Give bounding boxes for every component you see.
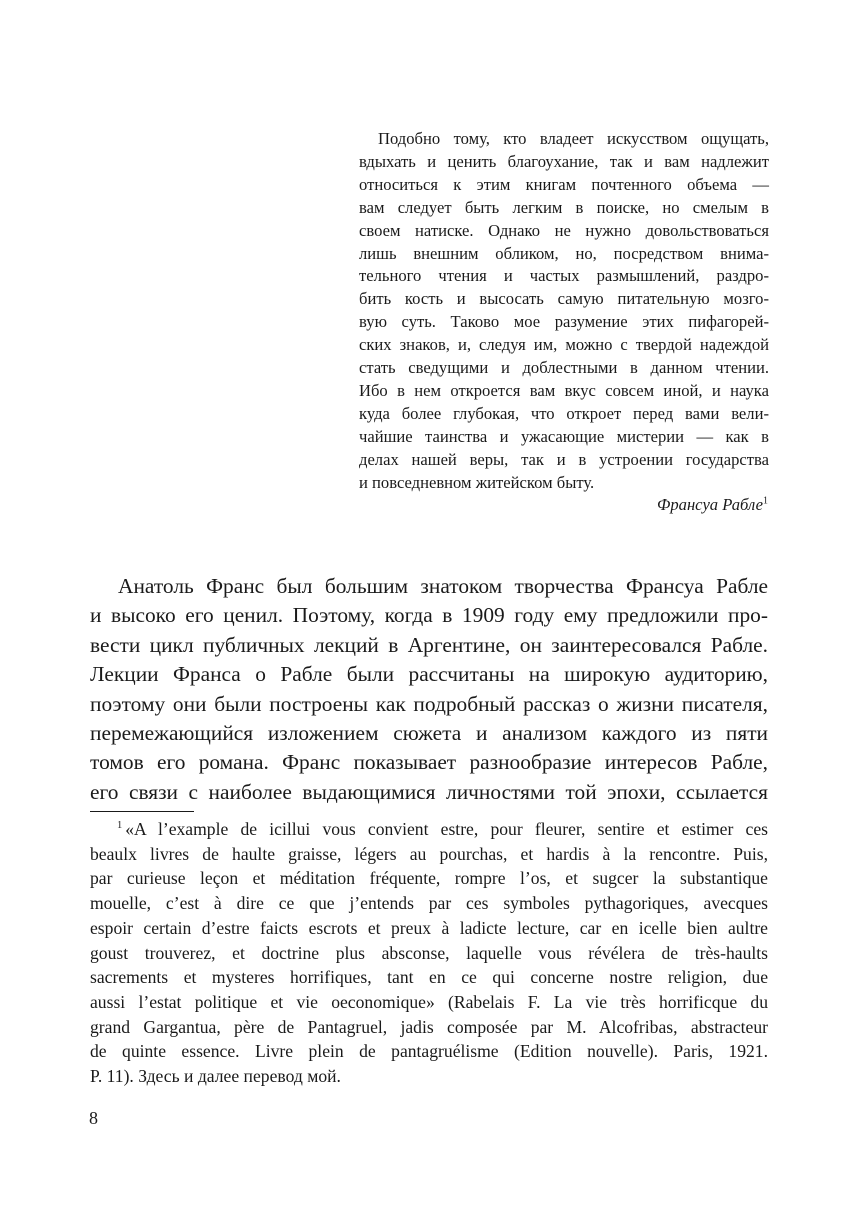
- footnote-line: [90, 817, 768, 842]
- footnote-line: goust trouverez, et doctrine plus absconse, laquelle vous révélera de très-haults: [90, 942, 768, 963]
- epigraph-line: тельного чтения и частых размышлений, раздро-: [359, 266, 769, 286]
- epigraph-line: куда более глубокая, что откроет перед вами вели-: [359, 403, 769, 423]
- footnote-line: par curieuse leçon et méditation fréquente, rompre l’os, et sugcer la substantique: [90, 868, 768, 889]
- epigraph-line: ских знаков, и, следуя им, можно с твердой надеждой: [359, 335, 769, 355]
- epigraph-line: вам следует быть легким в поиске, но смелым в: [359, 197, 769, 217]
- footnote-line: sacrements et mysteres horrifiques, tant en ce qui concerne nostre religion, due: [90, 967, 768, 988]
- footnote-line: beaulx livres de haulte graisse, légers au pourchas, et hardis à la rencontre. Puis,: [90, 843, 768, 864]
- epigraph: [359, 128, 769, 495]
- epigraph-line: стать сведущими и доблестными в данном чтении.: [359, 358, 769, 378]
- epigraph-line: Подобно тому, кто владеет искусством ощущать,: [378, 129, 769, 148]
- footnote: [90, 817, 768, 1089]
- epigraph-line: вдыхать и ценить благоухание, так и вам надлежит: [359, 151, 769, 171]
- footnote-line: aussi l’estat politique et vie oeconomique» (Rabelais F. La vie très horrificque du: [90, 991, 768, 1012]
- paragraph-line: вести цикл публичных лекций в Аргентине, он заинтересовался Рабле.: [90, 632, 768, 657]
- footnote-reference[interactable]: 1: [763, 495, 768, 507]
- epigraph-author: [657, 494, 768, 516]
- epigraph-line: бить кость и высосать самую питательную мозго-: [359, 289, 769, 309]
- epigraph-line: лишь внешним обликом, но, посредством внима-: [359, 243, 769, 263]
- footnote-divider: [90, 811, 194, 812]
- footnote-line: mouelle, c’est à dire ce que j’entends par ces symboles pythagoriques, avecques: [90, 893, 768, 914]
- epigraph-line: вую суть. Таково мое разумение этих пифагорей-: [359, 312, 769, 332]
- paragraph-line: его связи с наиболее выдающимися личностями той эпохи, ссылается: [90, 779, 768, 804]
- footnote-line-text: «A l’example de icillui vous convient estre, pour fleurer, sentire et estimer ces: [125, 819, 768, 839]
- epigraph-line: относиться к этим книгам почтенного объема —: [359, 174, 769, 194]
- footnote-line: grand Gargantua, père de Pantagruel, jadis composée par M. Alcofribas, abstracteur: [90, 1016, 768, 1037]
- paragraph-line: томов его романа. Франс показывает разнообразие интересов Рабле,: [90, 750, 768, 775]
- epigraph-author-name: Франсуа Рабле: [657, 495, 763, 514]
- page-number: 8: [89, 1108, 98, 1128]
- epigraph-line: Ибо в нем откроется вам вкус совсем иной, и наука: [359, 380, 769, 400]
- epigraph-line: своем натиске. Однако не нужно довольствоваться: [359, 220, 769, 240]
- footnote-line: de quinte essence. Livre plein de pantagruélisme (Edition nouvelle). Paris, 1921.: [90, 1041, 768, 1062]
- paragraph-line: поэтому они были построены как подробный рассказ о жизни писателя,: [90, 691, 768, 716]
- paragraph-line: перемежающийся изложением сюжета и анализом каждого из пяти: [90, 721, 768, 746]
- epigraph-line: делах нашей веры, так и в устроении государства: [359, 449, 769, 469]
- footnote-line: P. 11). Здесь и далее перевод мой.: [90, 1066, 341, 1087]
- epigraph-line: чайшие таинства и ужасающие мистерии — как в: [359, 426, 769, 446]
- paragraph-line: Лекции Франса о Рабле были рассчитаны на широкую аудиторию,: [90, 662, 768, 687]
- paragraph-line: Анатоль Франс был большим знатоком творчества Франсуа Рабле: [118, 574, 768, 598]
- epigraph-line: и повседневном житейском быту.: [359, 472, 595, 492]
- paragraph-line: и высоко его ценил. Поэтому, когда в 1909 году ему предложили про-: [90, 603, 768, 628]
- footnote-mark: 1: [117, 820, 123, 832]
- main-paragraph: [90, 572, 768, 807]
- footnote-line: espoir certain d’estre faicts escrots et preux à ladicte lecture, car en icelle bien aultre: [90, 917, 768, 938]
